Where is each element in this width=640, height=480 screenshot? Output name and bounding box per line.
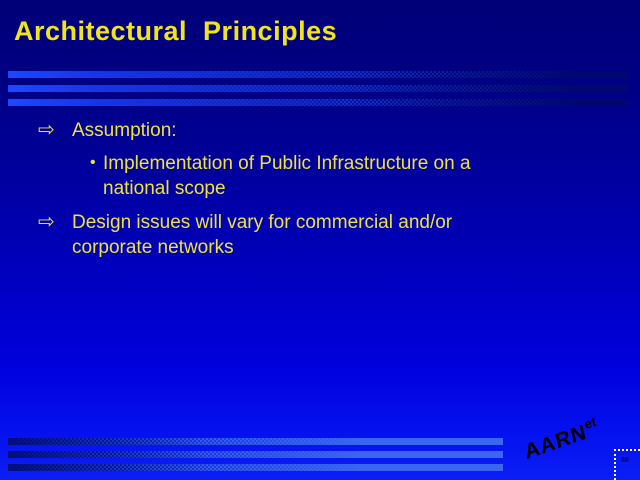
slide-number-box — [614, 449, 640, 480]
aarnet-logo-text: AARN — [522, 420, 589, 465]
bottom-stripe-band — [8, 438, 503, 477]
decorative-stripe — [8, 71, 628, 78]
arrow-bullet-icon: ⇨ — [38, 119, 55, 141]
decorative-stripe — [8, 451, 503, 458]
dot-bullet-icon: • — [90, 154, 96, 171]
aarnet-logo-superscript: et — [583, 413, 598, 433]
decorative-stripe — [8, 438, 503, 445]
arrow-bullet-icon: ⇨ — [38, 211, 55, 233]
slide-body — [38, 118, 538, 268]
sub-bullet-text: Implementation of Public Infrastructure on a national scope — [103, 153, 471, 199]
decorative-stripe — [8, 464, 503, 471]
bullet-text: Assumption: — [72, 120, 177, 141]
aarnet-logo — [522, 414, 600, 465]
slide-number: 88 — [621, 457, 629, 464]
decorative-stripe — [8, 85, 628, 92]
bullet-item — [38, 118, 538, 143]
decorative-stripe — [8, 99, 628, 106]
bullet-text: Design issues will vary for commercial and/or corporate networks — [72, 212, 453, 258]
bullet-item — [38, 210, 538, 260]
top-stripe-band — [8, 71, 628, 113]
slide-title: Architectural Principles — [14, 16, 338, 46]
sub-bullet-item — [90, 151, 538, 201]
